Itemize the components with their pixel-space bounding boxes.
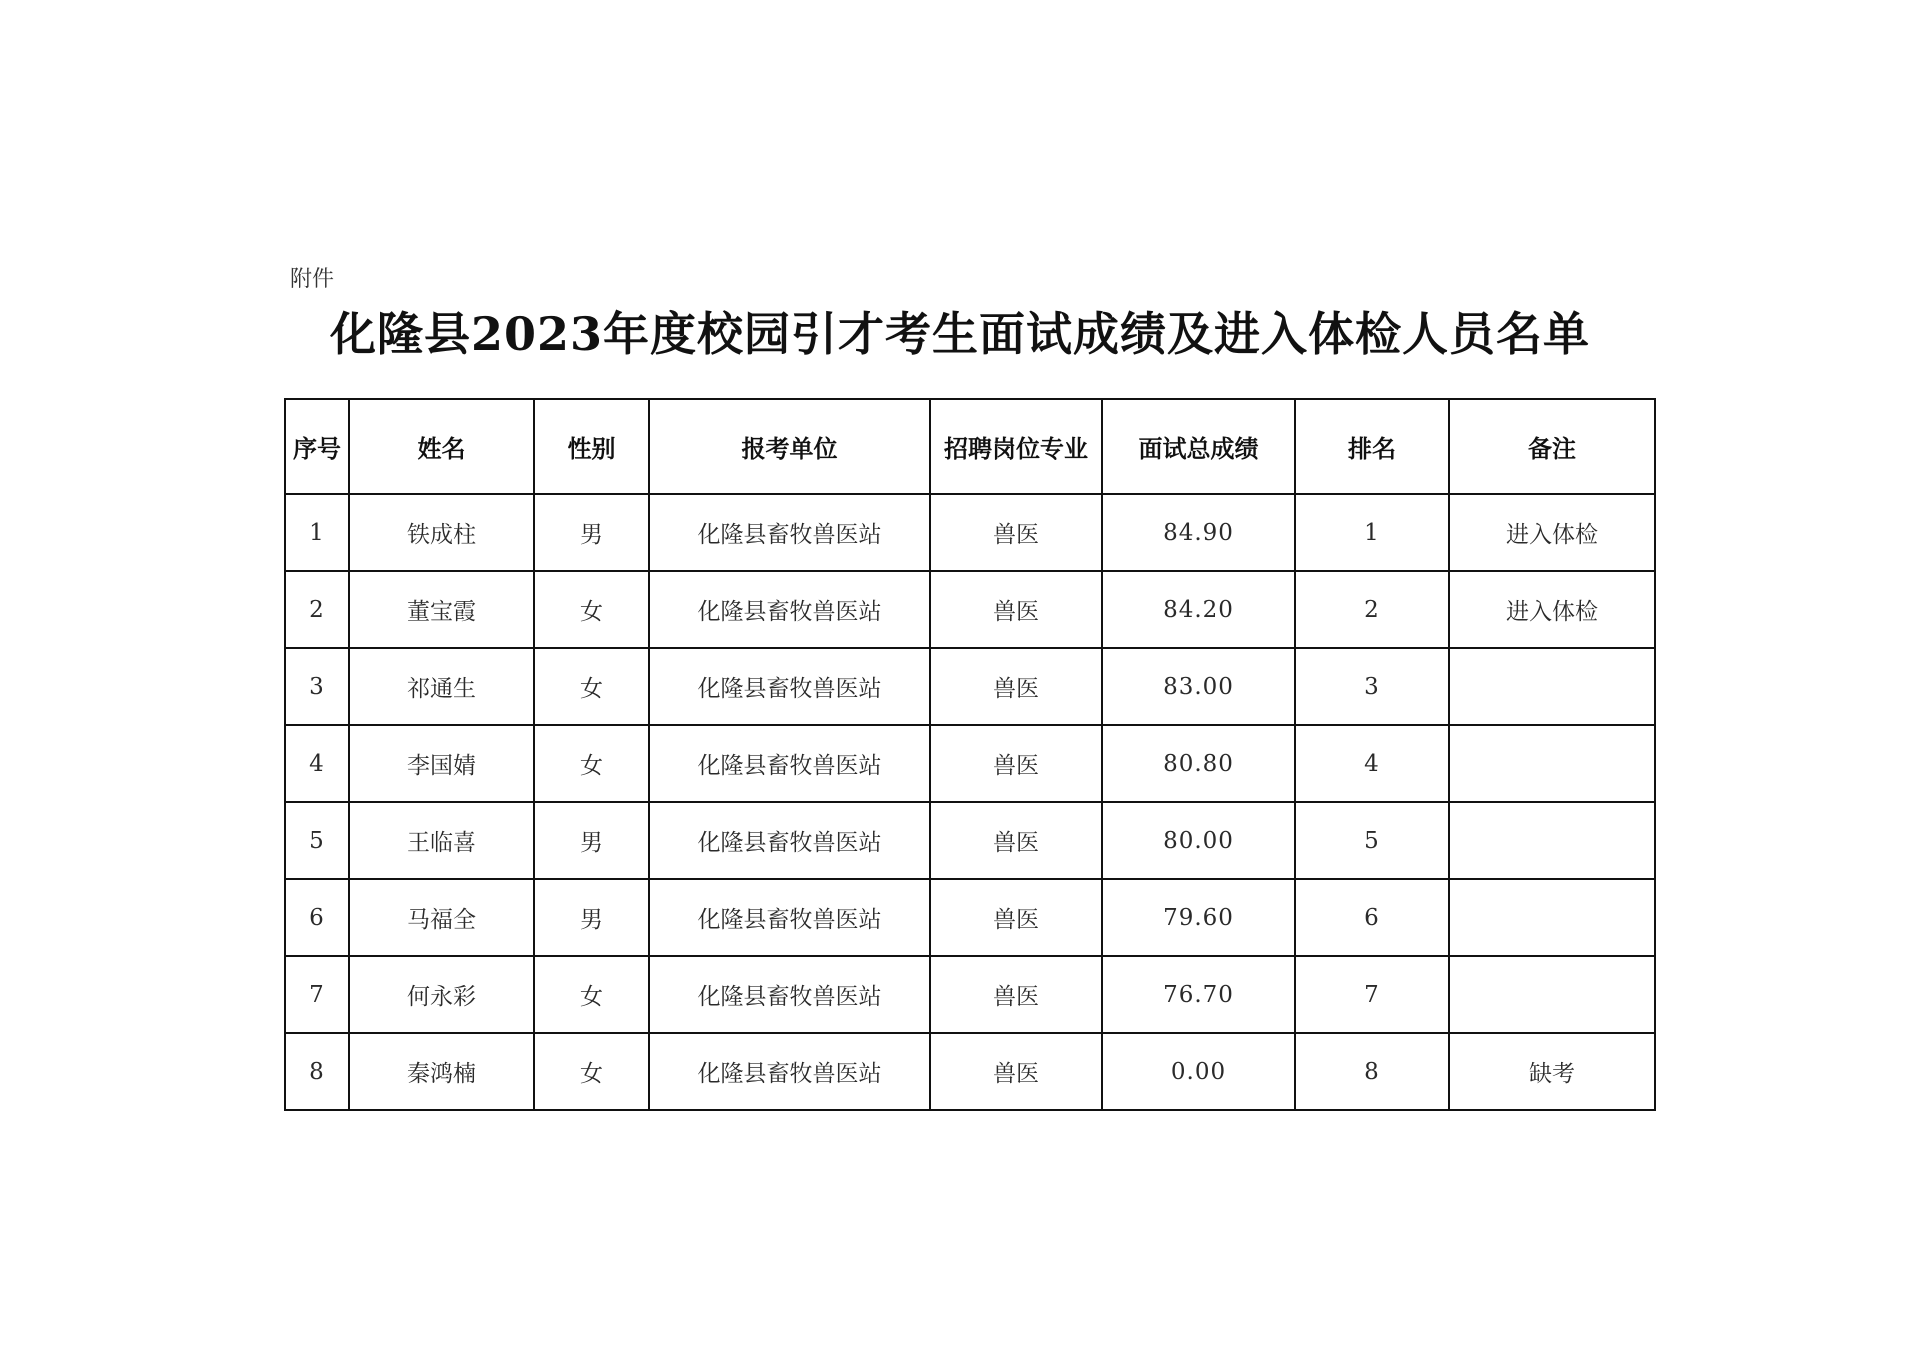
cell-score: 79.60 — [1102, 879, 1295, 956]
cell-rank: 2 — [1295, 571, 1449, 648]
cell-position: 兽医 — [930, 494, 1102, 571]
cell-gender: 女 — [534, 648, 649, 725]
cell-unit: 化隆县畜牧兽医站 — [649, 879, 930, 956]
table-row — [285, 1033, 1655, 1110]
header-rank: 排名 — [1295, 399, 1449, 494]
cell-index: 5 — [285, 802, 349, 879]
table-header-row — [285, 399, 1655, 494]
header-remarks: 备注 — [1449, 399, 1655, 494]
cell-gender: 女 — [534, 725, 649, 802]
header-gender: 性别 — [534, 399, 649, 494]
cell-rank: 8 — [1295, 1033, 1449, 1110]
cell-remarks — [1449, 956, 1655, 1033]
cell-rank: 7 — [1295, 956, 1449, 1033]
cell-name: 董宝霞 — [349, 571, 534, 648]
cell-score: 80.80 — [1102, 725, 1295, 802]
cell-remarks: 进入体检 — [1449, 494, 1655, 571]
cell-rank: 3 — [1295, 648, 1449, 725]
cell-index: 4 — [285, 725, 349, 802]
header-name: 姓名 — [349, 399, 534, 494]
cell-name: 李国婧 — [349, 725, 534, 802]
table-row — [285, 956, 1655, 1033]
cell-remarks: 进入体检 — [1449, 571, 1655, 648]
cell-unit: 化隆县畜牧兽医站 — [649, 494, 930, 571]
cell-name: 马福全 — [349, 879, 534, 956]
cell-unit: 化隆县畜牧兽医站 — [649, 956, 930, 1033]
cell-gender: 男 — [534, 494, 649, 571]
cell-index: 8 — [285, 1033, 349, 1110]
attachment-label: 附件 — [290, 267, 335, 292]
cell-name: 何永彩 — [349, 956, 534, 1033]
cell-name: 秦鸿楠 — [349, 1033, 534, 1110]
cell-rank: 4 — [1295, 725, 1449, 802]
table-row — [285, 725, 1655, 802]
cell-name: 铁成柱 — [349, 494, 534, 571]
cell-score: 84.20 — [1102, 571, 1295, 648]
cell-name: 王临喜 — [349, 802, 534, 879]
cell-unit: 化隆县畜牧兽医站 — [649, 571, 930, 648]
cell-position: 兽医 — [930, 648, 1102, 725]
cell-rank: 6 — [1295, 879, 1449, 956]
cell-score: 84.90 — [1102, 494, 1295, 571]
cell-position: 兽医 — [930, 802, 1102, 879]
cell-unit: 化隆县畜牧兽医站 — [649, 648, 930, 725]
cell-position: 兽医 — [930, 879, 1102, 956]
table-row — [285, 571, 1655, 648]
cell-gender: 男 — [534, 802, 649, 879]
table-row — [285, 879, 1655, 956]
cell-remarks — [1449, 802, 1655, 879]
cell-gender: 女 — [534, 1033, 649, 1110]
cell-gender: 女 — [534, 571, 649, 648]
cell-remarks — [1449, 648, 1655, 725]
cell-remarks — [1449, 725, 1655, 802]
cell-index: 7 — [285, 956, 349, 1033]
document-title: 化隆县2023年度校园引才考生面试成绩及进入体检人员名单 — [329, 307, 1591, 361]
table-row — [285, 494, 1655, 571]
cell-unit: 化隆县畜牧兽医站 — [649, 802, 930, 879]
cell-rank: 5 — [1295, 802, 1449, 879]
cell-position: 兽医 — [930, 571, 1102, 648]
header-position: 招聘岗位专业 — [930, 399, 1102, 494]
cell-score: 76.70 — [1102, 956, 1295, 1033]
cell-gender: 女 — [534, 956, 649, 1033]
cell-name: 祁通生 — [349, 648, 534, 725]
table-row — [285, 802, 1655, 879]
cell-index: 3 — [285, 648, 349, 725]
header-unit: 报考单位 — [649, 399, 930, 494]
cell-rank: 1 — [1295, 494, 1449, 571]
cell-position: 兽医 — [930, 725, 1102, 802]
cell-score: 83.00 — [1102, 648, 1295, 725]
cell-score: 0.00 — [1102, 1033, 1295, 1110]
cell-score: 80.00 — [1102, 802, 1295, 879]
cell-index: 1 — [285, 494, 349, 571]
cell-remarks: 缺考 — [1449, 1033, 1655, 1110]
cell-position: 兽医 — [930, 1033, 1102, 1110]
results-table — [284, 398, 1656, 1111]
cell-unit: 化隆县畜牧兽医站 — [649, 725, 930, 802]
header-index: 序号 — [285, 399, 349, 494]
table-row — [285, 648, 1655, 725]
cell-remarks — [1449, 879, 1655, 956]
header-score: 面试总成绩 — [1102, 399, 1295, 494]
cell-gender: 男 — [534, 879, 649, 956]
cell-position: 兽医 — [930, 956, 1102, 1033]
cell-index: 6 — [285, 879, 349, 956]
cell-index: 2 — [285, 571, 349, 648]
cell-unit: 化隆县畜牧兽医站 — [649, 1033, 930, 1110]
